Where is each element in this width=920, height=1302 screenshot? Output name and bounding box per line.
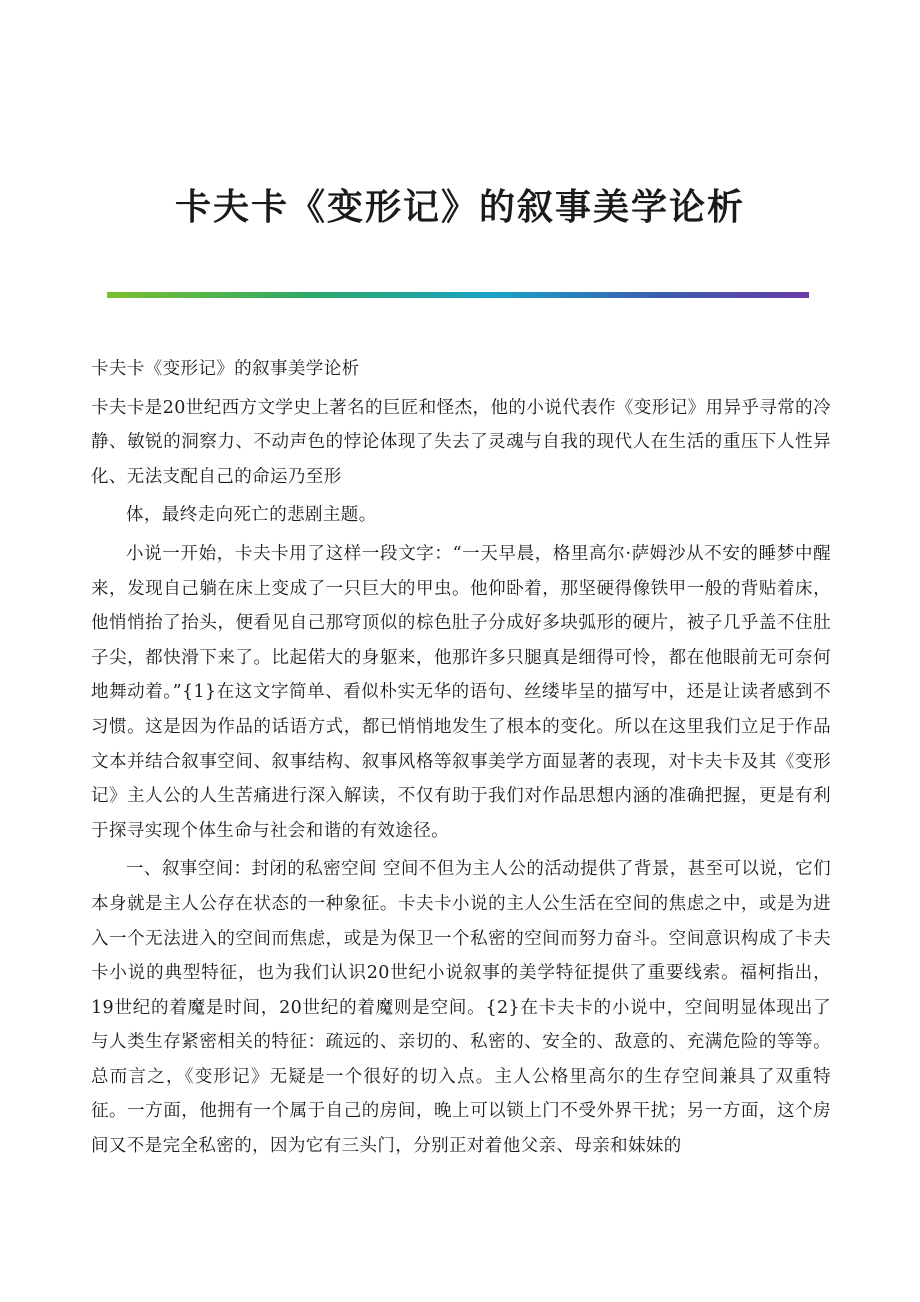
- document-body: [91, 352, 831, 1168]
- page-title: 卡夫卡《变形记》的叙事美学论析: [174, 187, 745, 228]
- paragraph-narrative-space: 一、叙事空间：封闭的私密空间 空间不但为主人公的活动提供了背景，甚至可以说，它们本身就是主人公存在状态的一种象征。卡夫卡小说的主人公生活在空间的焦虑之中，或是为进入一个无法进入的空间而焦虑，或是为保卫一个私密的空间而努力奋斗。空间意识构成了卡夫卡小说的典型特征，也为我们认识20世纪小说叙事的美学特征提供了重要线索。福柯指出，19世纪的着魔是时间，20世纪的着魔则是空间。{2}在卡夫卡的小说中，空间明显体现出了与人类生存紧密相关的特征：疏远的、亲切的、私密的、安全的、敌意的、充满危险的等等。总而言之，《变形记》无疑是一个很好的切入点。主人公格里高尔的生存空间兼具了双重特征。一方面，他拥有一个属于自己的房间，晚上可以锁上门不受外界干扰；另一方面，这个房间又不是完全私密的，因为它有三头门，分别正对着他父亲、母亲和妹妹的: [91, 859, 831, 1157]
- title-divider: [107, 292, 809, 298]
- document-subtitle: 卡夫卡《变形记》的叙事美学论析: [91, 359, 360, 379]
- paragraph-intro: 卡夫卡是20世纪西方文学史上著名的巨匠和怪杰，他的小说代表作《变形记》用异乎寻常的冷静、敏锐的洞察力、不动声色的悖论体现了失去了灵魂与自我的现代人在生活的重压下人性异化、无法支配自己的命运乃至形: [91, 397, 831, 487]
- paragraph-intro-continued: 体，最终走向死亡的悲剧主题。: [126, 505, 377, 526]
- paragraph-opening-quote: 小说一开始，卡夫卡用了这样一段文字：“一天早晨，格里高尔·萨姆沙从不安的睡梦中醒来，发现自己躺在床上变成了一只巨大的甲虫。他仰卧着，那坚硬得像铁甲一般的背贴着床，他悄悄抬了抬头，便看见自己那穹顶似的棕色肚子分成好多块弧形的硬片，被子几乎盖不住肚子尖，都快滑下来了。比起偌大的身躯来，他那许多只腿真是细得可怜，都在他眼前无可奈何地舞动着。”{1}在这文字简单、看似朴实无华的语句、丝缕毕呈的描写中，还是让读者感到不习惯。这是因为作品的话语方式，都已悄悄地发生了根本的变化。所以在这里我们立足于作品文本并结合叙事空间、叙事结构、叙事风格等叙事美学方面显著的表现，对卡夫卡及其《变形记》主人公的人生苦痛进行深入解读，不仅有助于我们对作品思想内涵的准确把握，更是有利于探寻实现个体生命与社会和谐的有效途径。: [91, 543, 831, 841]
